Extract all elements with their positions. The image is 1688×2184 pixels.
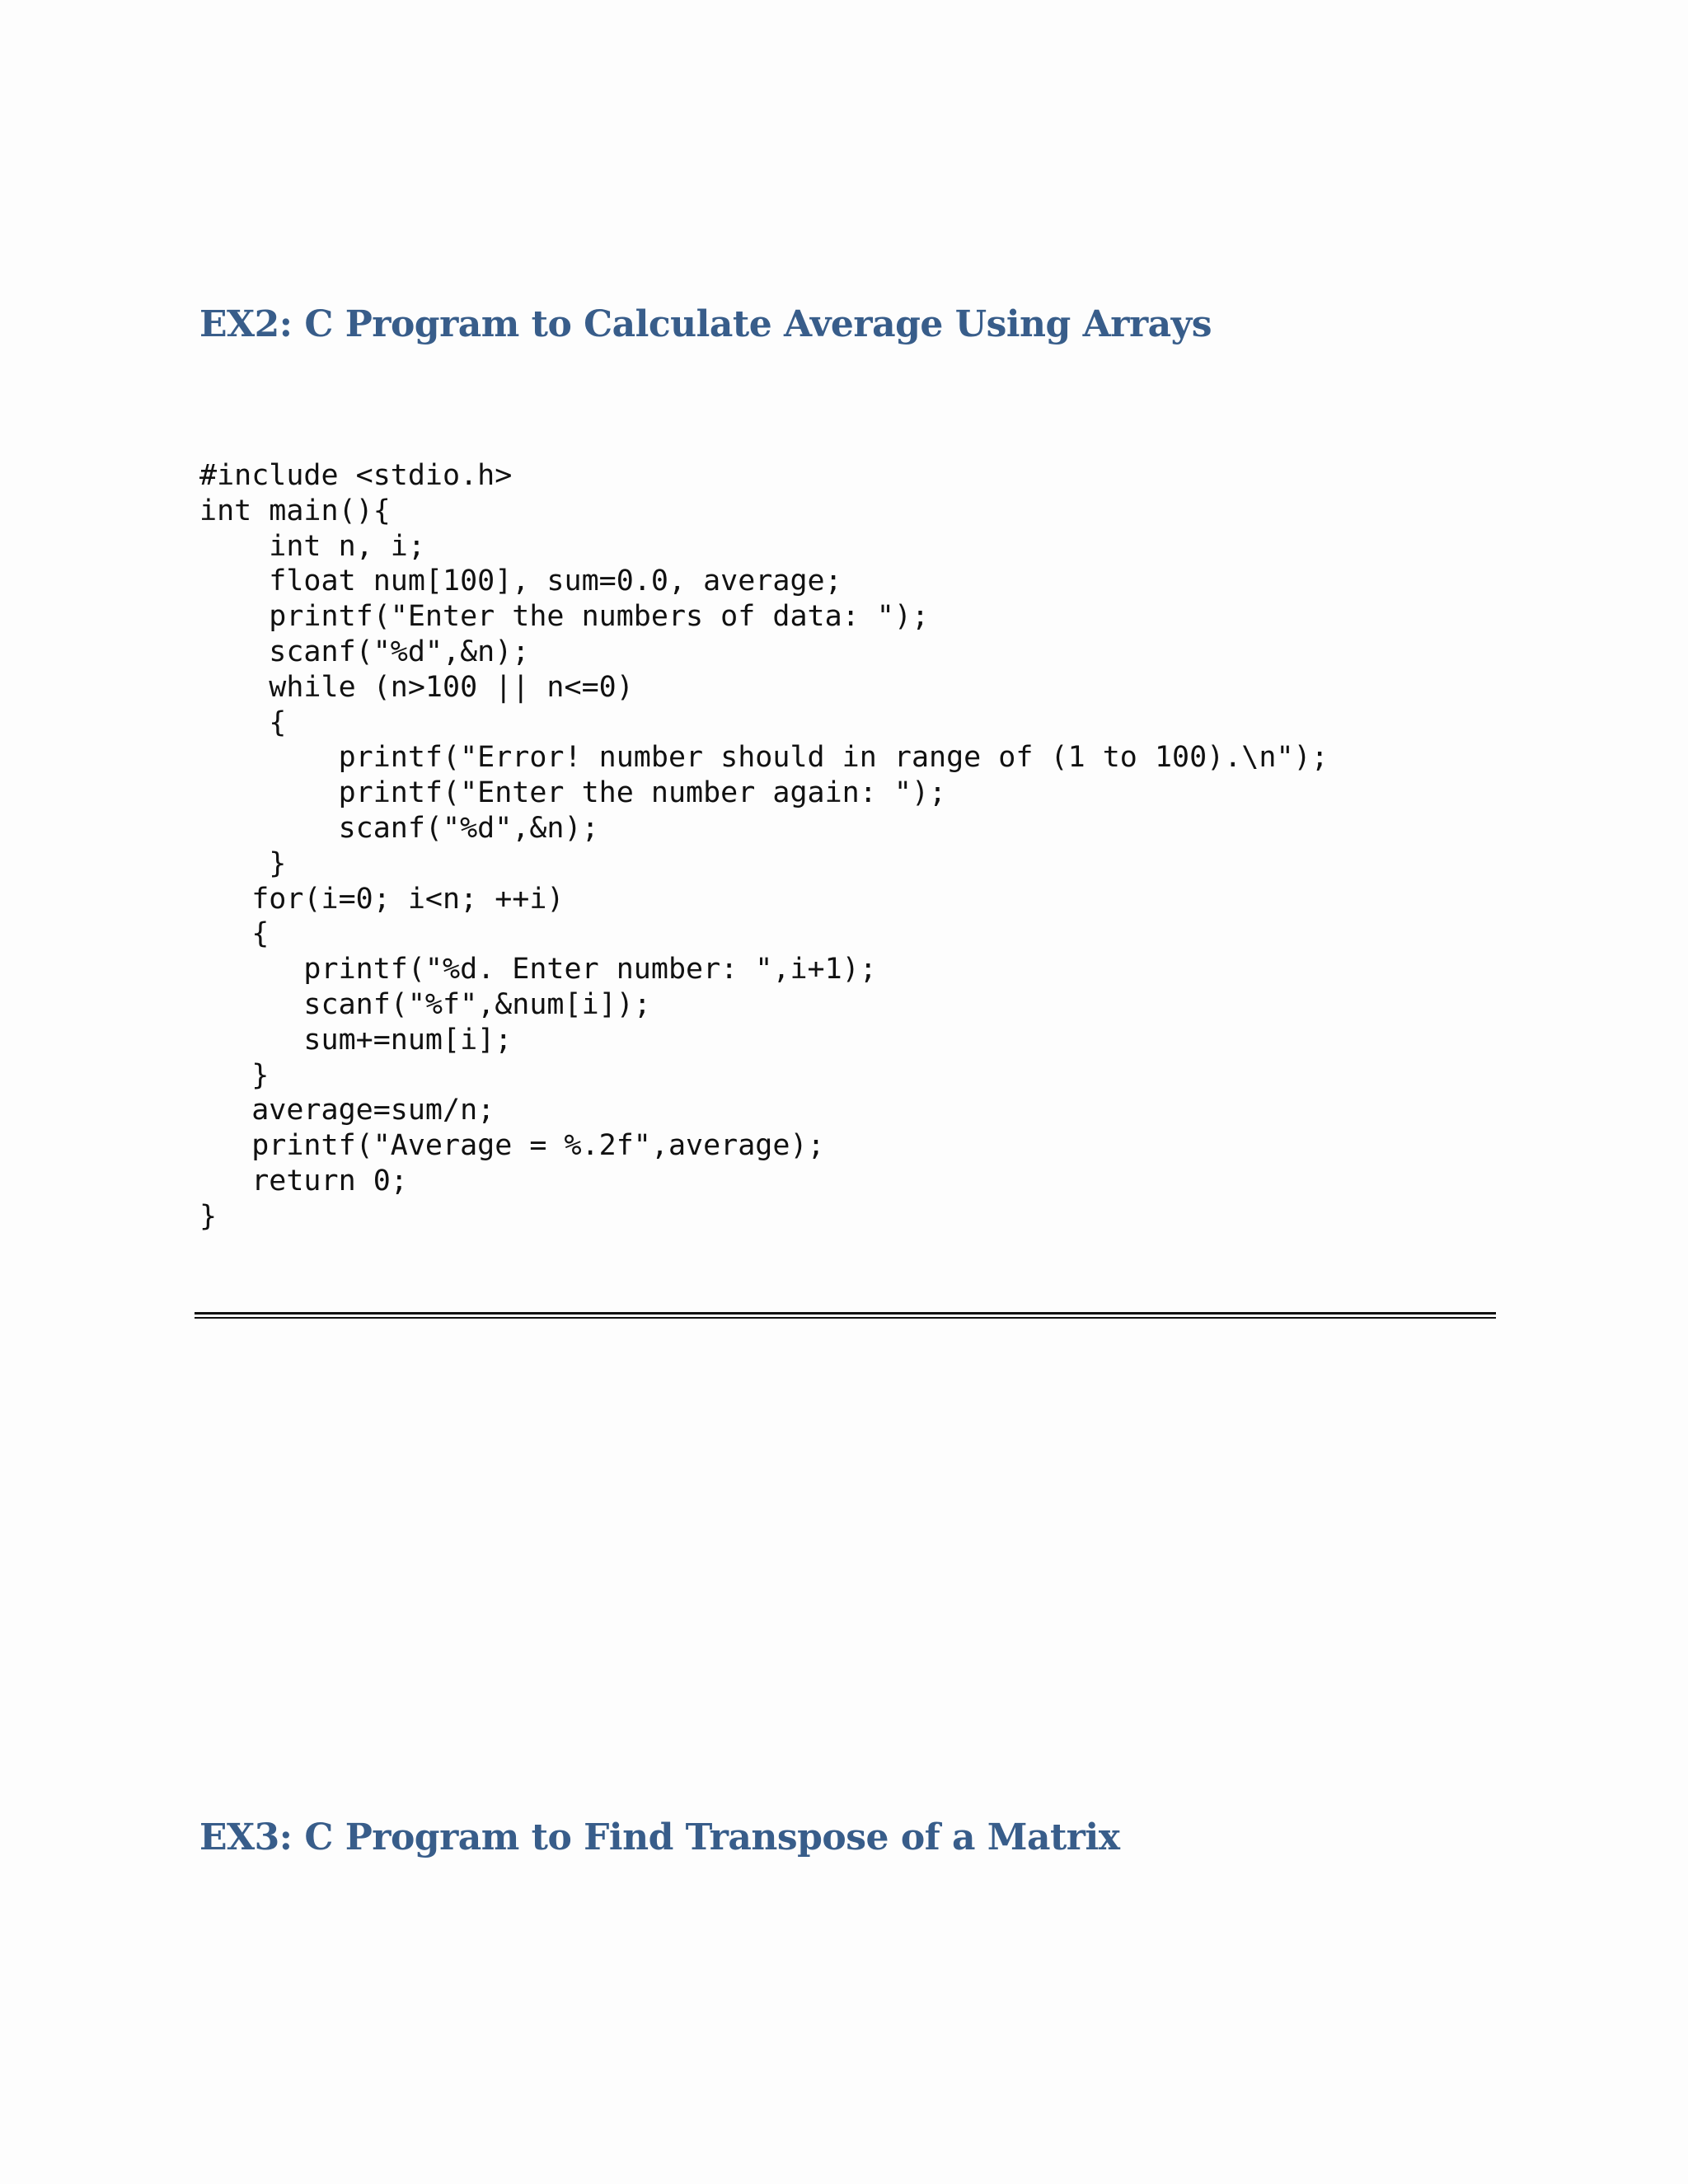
- code-listing: [199, 458, 1601, 1235]
- code-line: scanf("%f",&num[i]);: [199, 987, 651, 1021]
- code-line: int main(){: [199, 494, 391, 527]
- code-line: int n, i;: [199, 529, 425, 563]
- code-line: scanf("%d",&n);: [199, 811, 599, 845]
- code-line: }: [199, 1058, 270, 1092]
- code-line: average=sum/n;: [199, 1094, 495, 1127]
- section-heading-ex3: EX3: C Program to Find Transpose of a Matrix: [199, 1816, 1120, 1858]
- code-line: printf("Enter the number again: ");: [199, 776, 947, 810]
- section-divider: [195, 1312, 1496, 1319]
- code-line: }: [199, 1199, 218, 1233]
- divider-line-top: [195, 1312, 1496, 1315]
- code-line: }: [199, 846, 287, 880]
- code-line: printf("%d. Enter number: ",i+1);: [199, 953, 877, 987]
- code-line: float num[100], sum=0.0, average;: [199, 565, 842, 598]
- code-line: scanf("%d",&n);: [199, 635, 530, 668]
- code-line: while (n>100 || n<=0): [199, 670, 634, 704]
- code-line: {: [199, 705, 287, 739]
- code-line: sum+=num[i];: [199, 1023, 513, 1057]
- code-line: printf("Average = %.2f",average);: [199, 1129, 825, 1163]
- code-line: printf("Enter the numbers of data: ");: [199, 600, 930, 634]
- code-line: printf("Error! number should in range of (1 to 100).\n");: [199, 741, 1329, 775]
- code-line: #include <stdio.h>: [199, 459, 513, 492]
- code-line: {: [199, 917, 270, 951]
- section-heading-ex2: EX2: C Program to Calculate Average Using Arrays: [199, 303, 1212, 345]
- code-line: return 0;: [199, 1164, 408, 1197]
- divider-line-bottom: [195, 1317, 1496, 1319]
- code-line: for(i=0; i<n; ++i): [199, 882, 565, 916]
